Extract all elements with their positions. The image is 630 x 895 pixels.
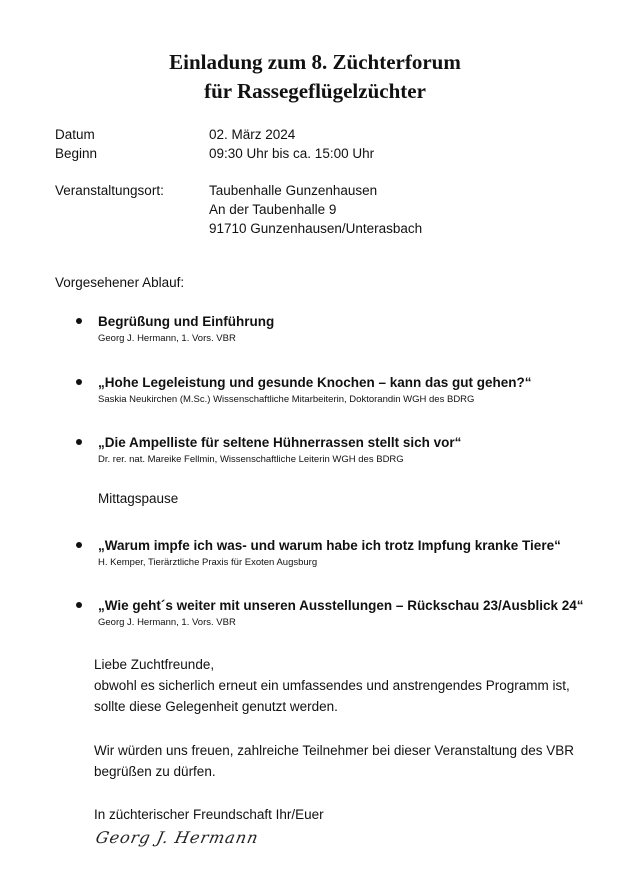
- item-speaker: Georg J. Hermann, 1. Vors. VBR: [98, 333, 236, 344]
- bullet-icon: [76, 542, 82, 548]
- date-value: 02. März 2024: [209, 127, 296, 142]
- paragraph-line: sollte diese Gelegenheit genutzt werden.: [94, 699, 338, 714]
- bullet-icon: [76, 439, 82, 445]
- greeting: Liebe Zuchtfreunde,: [94, 657, 215, 672]
- item-speaker: Saskia Neukirchen (M.Sc.) Wissenschaftliche Mitarbeiterin, Doktorandin WGH des BDRG: [98, 394, 475, 405]
- document-title: [0, 48, 630, 106]
- item-title: „Die Ampelliste für seltene Hühnerrassen stellt sich vor“: [98, 435, 462, 450]
- venue-line-3: 91710 Gunzenhausen/Unterasbach: [209, 221, 423, 236]
- start-value: 09:30 Uhr bis ca. 15:00 Uhr: [209, 146, 375, 161]
- signature: Georg J. Hermann: [93, 828, 261, 847]
- item-speaker: H. Kemper, Tierärztliche Praxis für Exoten Augsburg: [98, 557, 318, 568]
- venue-label: Veranstaltungsort:: [55, 183, 164, 198]
- item-speaker: Dr. rer. nat. Mareike Fellmin, Wissenschaftliche Leiterin WGH des BDRG: [98, 454, 404, 465]
- venue-line-2: An der Taubenhalle 9: [209, 202, 337, 217]
- title-line-2: für Rassegeflügelzüchter: [204, 79, 426, 103]
- item-title: „Hohe Legeleistung und gesunde Knochen – kann das gut gehen?“: [98, 375, 532, 390]
- item-title: „Wie geht´s weiter mit unseren Ausstellungen – Rückschau 23/Ausblick 24“: [98, 598, 584, 613]
- lunch-break: Mittagspause: [98, 491, 179, 506]
- closing-line: In züchterischer Freundschaft Ihr/Euer: [94, 807, 324, 822]
- title-line-1: Einladung zum 8. Züchterforum: [169, 50, 461, 74]
- paragraph-line: obwohl es sicherlich erneut ein umfassendes und anstrengendes Programm ist,: [94, 678, 570, 693]
- bullet-icon: [76, 602, 82, 608]
- venue-line-1: Taubenhalle Gunzenhausen: [209, 183, 378, 198]
- schedule-label: Vorgesehener Ablauf:: [55, 275, 185, 290]
- paragraph-line: begrüßen zu dürfen.: [94, 764, 216, 779]
- letter-paragraph-2: [94, 740, 574, 782]
- closing: [94, 804, 324, 825]
- item-title: Begrüßung und Einführung: [98, 314, 275, 329]
- letter-paragraph-1: [94, 654, 570, 717]
- paragraph-line: Wir würden uns freuen, zahlreiche Teilnehmer bei dieser Veranstaltung des VBR: [94, 743, 575, 758]
- bullet-icon: [76, 318, 82, 324]
- item-title: „Warum impfe ich was- und warum habe ich trotz Impfung kranke Tiere“: [98, 538, 561, 553]
- start-label: Beginn: [55, 146, 98, 161]
- bullet-icon: [76, 379, 82, 385]
- item-speaker: Georg J. Hermann, 1. Vors. VBR: [98, 617, 236, 628]
- date-label: Datum: [55, 127, 95, 142]
